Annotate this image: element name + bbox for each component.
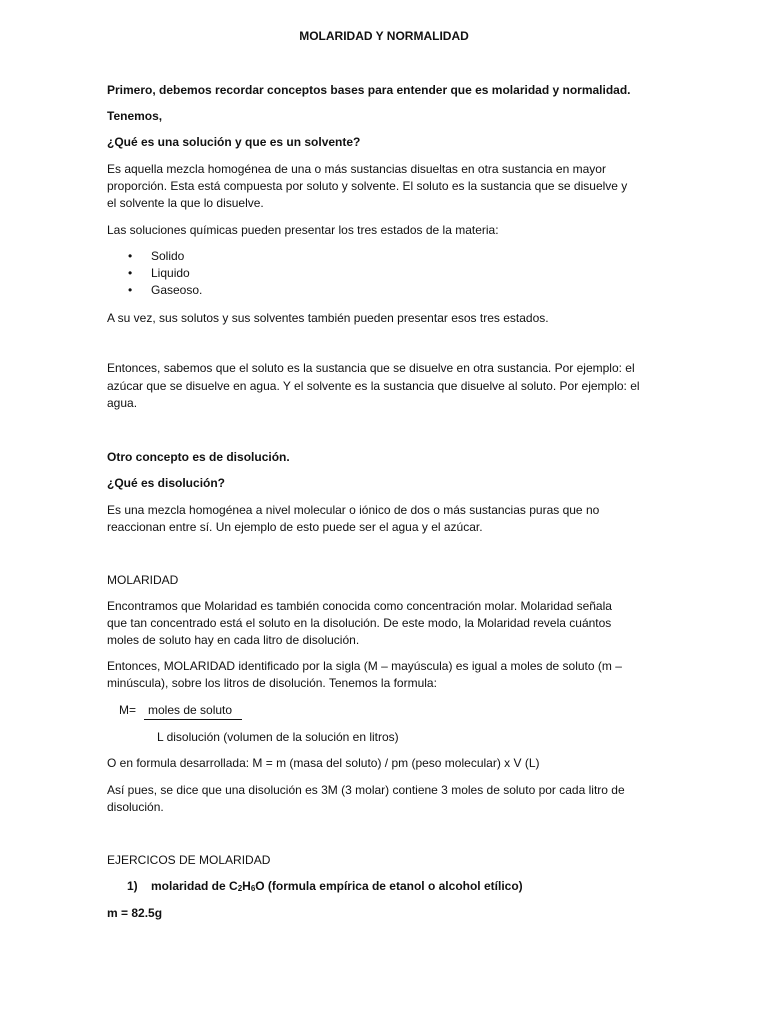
list-item: Solido <box>151 249 185 263</box>
paragraph-line: Es aquella mezcla homogénea de una o más sustancias disueltas en otra sustancia en mayor <box>107 162 606 176</box>
paragraph: A su vez, sus solutos y sus solventes también pueden presentar esos tres estados. <box>107 311 549 325</box>
question-solucion: ¿Qué es una solución y que es un solvente? <box>107 135 361 149</box>
paragraph-line: Entonces, sabemos que el soluto es la sustancia que se disuelve en otra sustancia. Por ejemplo: el <box>107 361 635 375</box>
paragraph-line: Entonces, MOLARIDAD identificado por la sigla (M – mayúscula) es igual a moles de soluto (m – <box>107 659 622 673</box>
list-item: Liquido <box>151 266 190 280</box>
paragraph-line: el solvente la que lo disuelve. <box>107 196 264 210</box>
paragraph-line: minúscula), sobre los litros de disolución. Tenemos la formula: <box>107 676 437 690</box>
intro-paragraph: Primero, debemos recordar conceptos bases para entender que es molaridad y normalidad. <box>107 83 631 97</box>
paragraph-line: reaccionan entre sí. Un ejemplo de esto puede ser el agua y el azúcar. <box>107 520 483 534</box>
question-disolucion: ¿Qué es disolución? <box>107 476 226 490</box>
paragraph-line: agua. <box>107 396 138 410</box>
exercise-1-title: molaridad de $C_2H_6O$ (formula empírica de etanol o alcohol etílico) <box>151 879 523 893</box>
estados-intro: Las soluciones químicas pueden presentar los tres estados de la materia: <box>107 223 499 237</box>
section-heading-ejercicios: EJERCICOS DE MOLARIDAD <box>107 853 271 867</box>
paragraph-line: proporción. Esta está compuesta por soluto y solvente. El soluto es la sustancia que se disuelve y <box>107 179 628 193</box>
section-heading-molaridad: MOLARIDAD <box>107 573 179 587</box>
paragraph-line: Encontramos que Molaridad es también conocida como concentración molar. Molaridad señala <box>107 599 612 613</box>
bullet-icon: • <box>128 249 133 263</box>
paragraph-line: Así pues, se dice que una disolución es 3M (3 molar) contiene 3 moles de soluto por cada litro de <box>107 783 625 797</box>
fraction-line <box>144 719 242 720</box>
formula-numerator: moles de soluto <box>148 703 233 717</box>
paragraph-line: azúcar que se disuelve en agua. Y el solvente es la sustancia que disuelve al soluto. Por ejemplo: el <box>107 379 640 393</box>
formula-denominator: L disolución (volumen de la solución en litros) <box>157 730 399 744</box>
list-item: Gaseoso. <box>151 283 203 297</box>
paragraph-line: moles de soluto hay en cada litro de disolución. <box>107 633 360 647</box>
tenemos-text: Tenemos, <box>107 109 163 123</box>
bullet-icon: • <box>128 283 133 297</box>
disolucion-concept: Otro concepto es de disolución. <box>107 450 290 464</box>
formula-m: M= <box>119 703 137 717</box>
bullet-icon: • <box>128 266 133 280</box>
mass-value: m = 82.5g <box>107 906 163 920</box>
paragraph-line: disolución. <box>107 800 164 814</box>
paragraph-line: que tan concentrado está el soluto en la disolución. De este modo, la Molaridad revela cuántos <box>107 616 612 630</box>
document-title: MOLARIDAD Y NORMALIDAD <box>299 29 469 43</box>
formula-desarrollada: O en formula desarrollada: M = m (masa del soluto) / pm (peso molecular) x V (L) <box>107 756 540 770</box>
paragraph-line: Es una mezcla homogénea a nivel molecular o iónico de dos o más sustancias puras que no <box>107 503 600 517</box>
exercise-number: 1) <box>127 879 138 893</box>
